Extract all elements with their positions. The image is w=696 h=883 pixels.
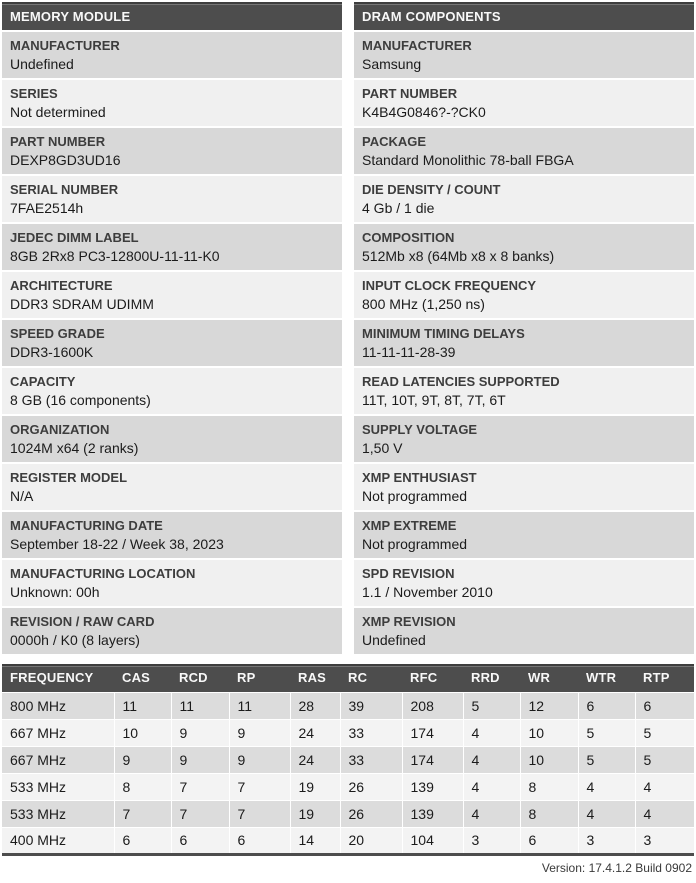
version-label: Version: 17.4.1.2 Build 0902: [541, 860, 692, 875]
timing-cell: 20: [340, 827, 402, 854]
timing-cell: 104: [402, 827, 463, 854]
field-value: K4B4G0846?-?CK0: [362, 104, 486, 120]
timing-row-533mhz-a: [2, 773, 694, 800]
field-value: 8 GB (16 components): [10, 392, 151, 408]
timing-cell: 12: [520, 692, 578, 719]
field-label: REGISTER MODEL: [10, 470, 128, 485]
field-supply-voltage: [354, 416, 694, 462]
field-label: ORGANIZATION: [10, 422, 110, 437]
field-input-clock-frequency: [354, 272, 694, 318]
timing-cell: 4: [635, 773, 694, 800]
timing-cell: 9: [229, 719, 290, 746]
field-label: SERIES: [10, 86, 58, 101]
column-header-ras: RAS: [290, 664, 340, 692]
timing-cell: 4: [463, 746, 520, 773]
field-value: Not programmed: [362, 488, 468, 504]
field-architecture: [2, 272, 342, 318]
field-label: PART NUMBER: [10, 134, 106, 149]
field-value: Undefined: [362, 632, 426, 648]
timing-cell: 7: [171, 773, 229, 800]
field-label: MANUFACTURING DATE: [10, 518, 163, 533]
timing-cell: 8: [520, 800, 578, 827]
column-header-rc: RC: [340, 664, 402, 692]
timing-cell: 6: [520, 827, 578, 854]
field-value: 11-11-11-28-39: [362, 344, 456, 360]
timing-cell: 7: [114, 800, 171, 827]
field-label: MINIMUM TIMING DELAYS: [362, 326, 525, 341]
timing-cell: 24: [290, 746, 340, 773]
field-composition: [354, 224, 694, 270]
field-label: SPD REVISION: [362, 566, 455, 581]
timing-cell: 28: [290, 692, 340, 719]
field-value: 1,50 V: [362, 440, 403, 456]
timing-cell: 5: [578, 719, 635, 746]
timing-cell: 33: [340, 746, 402, 773]
field-label: SERIAL NUMBER: [10, 182, 119, 197]
column-header-rp: RP: [229, 664, 290, 692]
field-label: MANUFACTURING LOCATION: [10, 566, 196, 581]
field-value: Undefined: [10, 56, 74, 72]
timing-cell: 5: [578, 746, 635, 773]
timing-cell: 9: [171, 719, 229, 746]
column-header-wtr: WTR: [578, 664, 635, 692]
field-label: XMP EXTREME: [362, 518, 457, 533]
timing-row-533mhz-b: [2, 800, 694, 827]
field-dram-part-number: [354, 80, 694, 126]
timing-cell: 139: [402, 773, 463, 800]
field-spd-revision: [354, 560, 694, 606]
timing-cell: 7: [171, 800, 229, 827]
column-header-cas: CAS: [114, 664, 171, 692]
field-minimum-timing-delays: [354, 320, 694, 366]
timing-cell: 9: [114, 746, 171, 773]
timing-cell: 6: [171, 827, 229, 854]
info-panels: [2, 2, 694, 656]
timing-cell: 11: [229, 692, 290, 719]
field-value: 11T, 10T, 9T, 8T, 7T, 6T: [362, 392, 506, 408]
field-label: SPEED GRADE: [10, 326, 105, 341]
column-header-rcd: RCD: [171, 664, 229, 692]
timing-cell: 7: [229, 800, 290, 827]
field-value: Not programmed: [362, 536, 468, 552]
field-label: PACKAGE: [362, 134, 427, 149]
timing-cell: 208: [402, 692, 463, 719]
field-value: 512Mb x8 (64Mb x8 x 8 banks): [362, 248, 555, 264]
timing-row-667mhz-b: [2, 746, 694, 773]
timing-cell-frequency: 533 MHz: [2, 800, 114, 827]
field-xmp-extreme: [354, 512, 694, 558]
timing-cell: 6: [635, 692, 694, 719]
timing-cell: 6: [114, 827, 171, 854]
field-jedec-dimm-label: [2, 224, 342, 270]
column-header-rfc: RFC: [402, 664, 463, 692]
timing-cell: 33: [340, 719, 402, 746]
timing-row-667mhz-a: [2, 719, 694, 746]
field-label: XMP ENTHUSIAST: [362, 470, 477, 485]
timing-cell: 10: [520, 746, 578, 773]
field-label: XMP REVISION: [362, 614, 456, 629]
field-value: Not determined: [10, 104, 106, 120]
timing-cell: 14: [290, 827, 340, 854]
timing-cell: 6: [229, 827, 290, 854]
field-value: 4 Gb / 1 die: [362, 200, 435, 216]
field-value: 800 MHz (1,250 ns): [362, 296, 485, 312]
field-revision-raw-card: [2, 608, 342, 654]
column-header-rtp: RTP: [635, 664, 694, 692]
dram-components-panel: [354, 2, 694, 656]
field-speed-grade: [2, 320, 342, 366]
timing-cell: 8: [114, 773, 171, 800]
memory-module-panel: [2, 2, 342, 656]
timing-cell: 7: [229, 773, 290, 800]
timing-cell: 8: [520, 773, 578, 800]
field-label: REVISION / RAW CARD: [10, 614, 155, 629]
memory-module-rows: [2, 32, 342, 654]
memory-module-panel-title: MEMORY MODULE: [2, 2, 342, 30]
field-value: 0000h / K0 (8 layers): [10, 632, 140, 648]
field-value: Samsung: [362, 56, 422, 72]
dram-components-panel-title: DRAM COMPONENTS: [354, 2, 694, 30]
timing-cell: 11: [114, 692, 171, 719]
timing-cell-frequency: 667 MHz: [2, 719, 114, 746]
field-register-model: [2, 464, 342, 510]
field-manufacturer: [2, 32, 342, 78]
field-label: JEDEC DIMM LABEL: [10, 230, 139, 245]
field-capacity: [2, 368, 342, 414]
timing-cell: 3: [635, 827, 694, 854]
timing-cell: 19: [290, 773, 340, 800]
timing-cell: 4: [635, 800, 694, 827]
field-label: SUPPLY VOLTAGE: [362, 422, 478, 437]
timing-cell: 19: [290, 800, 340, 827]
timing-cell: 3: [463, 827, 520, 854]
timing-cell: 174: [402, 719, 463, 746]
timing-cell: 6: [578, 692, 635, 719]
timing-cell: 26: [340, 800, 402, 827]
field-value: September 18-22 / Week 38, 2023: [10, 536, 224, 552]
field-value: 7FAE2514h: [10, 200, 84, 216]
column-header-wr: WR: [520, 664, 578, 692]
field-label: READ LATENCIES SUPPORTED: [362, 374, 560, 389]
timing-cell: 5: [635, 719, 694, 746]
field-label: PART NUMBER: [362, 86, 458, 101]
field-label: COMPOSITION: [362, 230, 455, 245]
timing-cell: 5: [463, 692, 520, 719]
column-header-rrd: RRD: [463, 664, 520, 692]
field-dram-manufacturer: [354, 32, 694, 78]
timings-table: [2, 664, 694, 856]
timing-cell: 3: [578, 827, 635, 854]
column-header-frequency: FREQUENCY: [2, 664, 114, 692]
field-label: INPUT CLOCK FREQUENCY: [362, 278, 537, 293]
field-value: 8GB 2Rx8 PC3-12800U-11-11-K0: [10, 248, 220, 264]
field-part-number: [2, 128, 342, 174]
field-label: ARCHITECTURE: [10, 278, 113, 293]
field-series: [2, 80, 342, 126]
timing-cell: 5: [635, 746, 694, 773]
timing-row-800mhz: [2, 692, 694, 719]
field-serial-number: [2, 176, 342, 222]
timing-cell: 24: [290, 719, 340, 746]
timings-header-row: [2, 664, 694, 692]
field-read-latencies-supported: [354, 368, 694, 414]
timing-cell: 139: [402, 800, 463, 827]
timing-cell: 10: [114, 719, 171, 746]
timing-cell: 4: [578, 773, 635, 800]
timing-cell: 39: [340, 692, 402, 719]
timing-cell: 4: [463, 719, 520, 746]
timing-cell: 4: [463, 773, 520, 800]
field-package: [354, 128, 694, 174]
field-value: Unknown: 00h: [10, 584, 100, 600]
field-xmp-revision: [354, 608, 694, 654]
dram-components-rows: [354, 32, 694, 654]
timing-cell: 4: [463, 800, 520, 827]
field-value: DEXP8GD3UD16: [10, 152, 121, 168]
timing-cell: 4: [578, 800, 635, 827]
field-label: MANUFACTURER: [362, 38, 472, 53]
timing-cell-frequency: 533 MHz: [2, 773, 114, 800]
timing-cell: 10: [520, 719, 578, 746]
field-organization: [2, 416, 342, 462]
field-manufacturing-location: [2, 560, 342, 606]
field-die-density-count: [354, 176, 694, 222]
timing-cell: 26: [340, 773, 402, 800]
field-manufacturing-date: [2, 512, 342, 558]
timing-cell: 9: [171, 746, 229, 773]
field-label: DIE DENSITY / COUNT: [362, 182, 501, 197]
timing-cell: 174: [402, 746, 463, 773]
field-value: N/A: [10, 488, 34, 504]
timing-cell-frequency: 800 MHz: [2, 692, 114, 719]
field-value: DDR3-1600K: [10, 344, 94, 360]
field-value: Standard Monolithic 78-ball FBGA: [362, 152, 574, 168]
field-value: 1.1 / November 2010: [362, 584, 493, 600]
timing-cell-frequency: 667 MHz: [2, 746, 114, 773]
timing-cell: 9: [229, 746, 290, 773]
field-value: 1024M x64 (2 ranks): [10, 440, 139, 456]
timing-row-400mhz: [2, 827, 694, 854]
field-label: CAPACITY: [10, 374, 76, 389]
field-xmp-enthusiast: [354, 464, 694, 510]
field-value: DDR3 SDRAM UDIMM: [10, 296, 154, 312]
field-label: MANUFACTURER: [10, 38, 120, 53]
timing-cell-frequency: 400 MHz: [2, 827, 114, 854]
timing-cell: 11: [171, 692, 229, 719]
